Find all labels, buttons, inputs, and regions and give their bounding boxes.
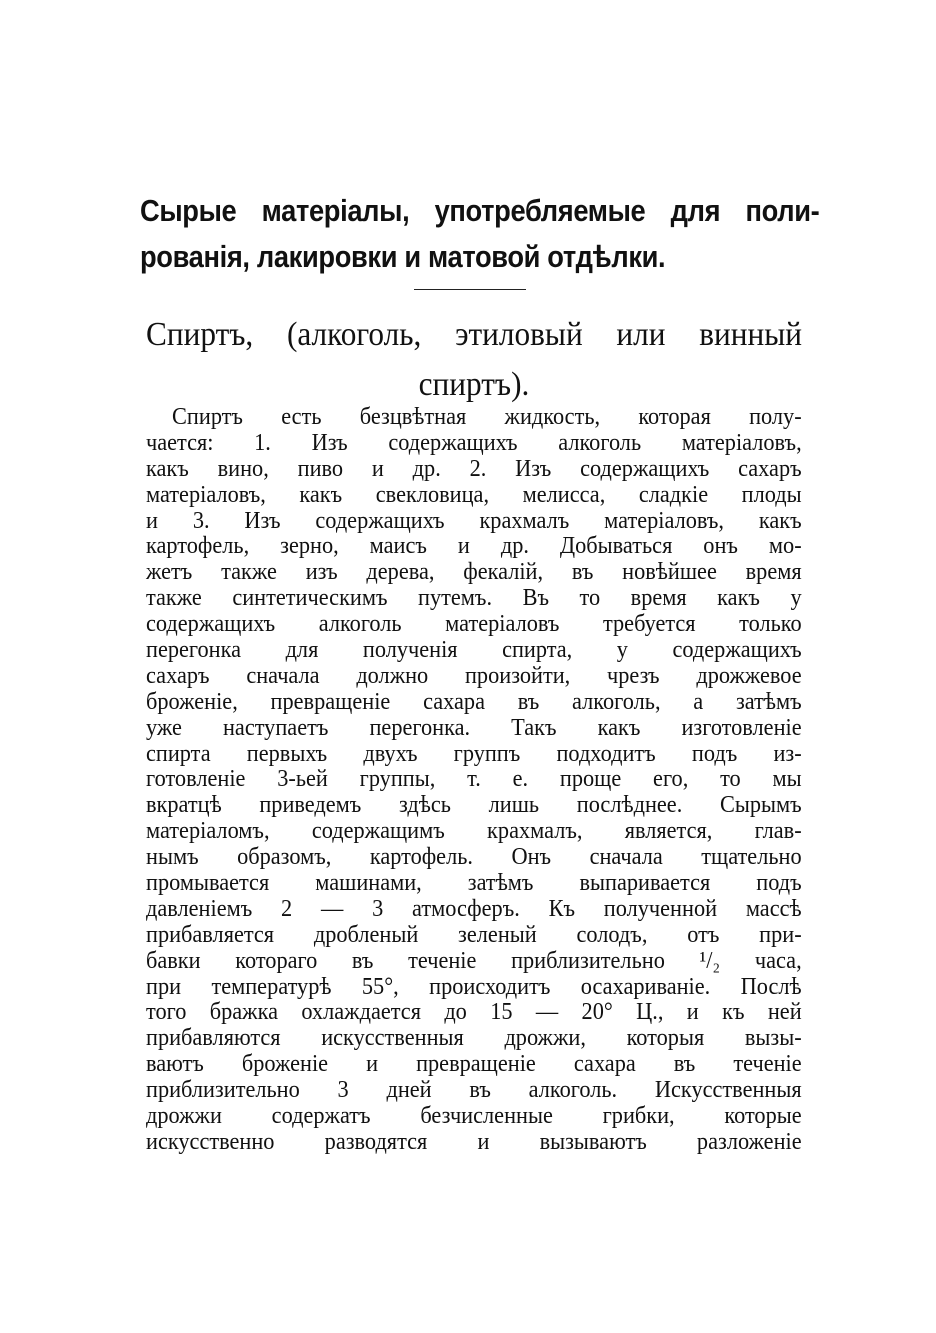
text-line: жетъ также изъ дерева, фекалій, въ новѣйшее время — [146, 559, 802, 586]
text-line: того бражка охлаждается до 15 — 20° Ц., и къ ней — [146, 999, 802, 1026]
chapter-heading-line-2: рованія, лакировки и матовой отдѣлки. — [140, 239, 666, 274]
text-line: броженіе, превращеніе сахара въ алкоголь, а затѣмъ — [146, 688, 802, 715]
text-line: чается: 1. Изъ содержащихъ алкоголь матеріаловъ, — [146, 429, 802, 456]
text-line: содержащихъ алкоголь матеріаловъ требуется только — [146, 611, 802, 638]
text-line: матеріаломъ, содержащимъ крахмалъ, является, глав- — [146, 818, 802, 845]
text-line: искусственно разводятся и вызываютъ разложеніе — [146, 1128, 802, 1155]
section-title — [146, 310, 802, 410]
text-line: готовленіе 3-ьей группы, т. е. проще его, то мы — [146, 766, 802, 793]
section-title-line-2: спиртъ). — [418, 366, 530, 403]
text-line: дрожжи содержатъ безчисленные грибки, которые — [146, 1103, 802, 1130]
text-line: матеріаловъ, какъ свекловица, мелисса, сладкіе плоды — [146, 481, 802, 508]
chapter-heading-line-1: Сырые матеріалы, употребляемые для поли- — [140, 193, 820, 228]
text-line: прибавляются искусственныя дрожжи, которыя вызы- — [146, 1025, 802, 1052]
text-line: картофель, зерно, маисъ и др. Добываться онъ мо- — [146, 533, 802, 560]
text-line: также синтетическимъ путемъ. Въ то время какъ у — [146, 585, 802, 612]
section-title-line-1: Спиртъ, (алкоголь, этиловый или винный — [146, 316, 802, 353]
text-line: нымъ образомъ, картофель. Онъ сначала тщательно — [146, 844, 802, 871]
text-line: уже наступаетъ перегонка. Такъ какъ изготовленіе — [146, 714, 802, 741]
text-line: давленіемъ 2 — 3 атмосферъ. Къ полученной массѣ — [146, 895, 802, 922]
text-line: ваютъ броженіе и превращеніе сахара въ теченіе — [146, 1051, 802, 1078]
text-line: прибавляется дробленый зеленый солодъ, отъ при- — [146, 921, 802, 948]
text-line: вкратцѣ приведемъ здѣсь лишь послѣднее. Сырымъ — [146, 792, 802, 819]
text-line: какъ вино, пиво и др. 2. Изъ содержащихъ сахаръ — [146, 455, 802, 482]
text-line: сахаръ сначала должно произойти, чрезъ дрожжевое — [146, 662, 802, 689]
body-paragraph — [146, 405, 802, 1156]
text-line: спирта первыхъ двухъ группъ подходитъ подъ из- — [146, 740, 802, 767]
text-line: приблизительно 3 дней въ алкоголь. Искусственныя — [146, 1077, 802, 1104]
text-line: Спиртъ есть безцвѣтная жидкость, которая полу- — [172, 404, 802, 430]
section-divider — [414, 289, 526, 290]
text-line: при температурѣ 55°, происходитъ осахариваніе. Послѣ — [146, 973, 802, 1000]
text-line: промывается машинами, затѣмъ выпаривается подъ — [146, 870, 802, 897]
text-line: бавки котораго въ теченіе приблизительно ¹/₂ часа, — [146, 947, 802, 974]
text-line: и 3. Изъ содержащихъ крахмалъ матеріаловъ, какъ — [146, 507, 802, 534]
text-line: перегонка для полученія спирта, у содержащихъ — [146, 637, 802, 664]
chapter-heading — [140, 188, 819, 280]
